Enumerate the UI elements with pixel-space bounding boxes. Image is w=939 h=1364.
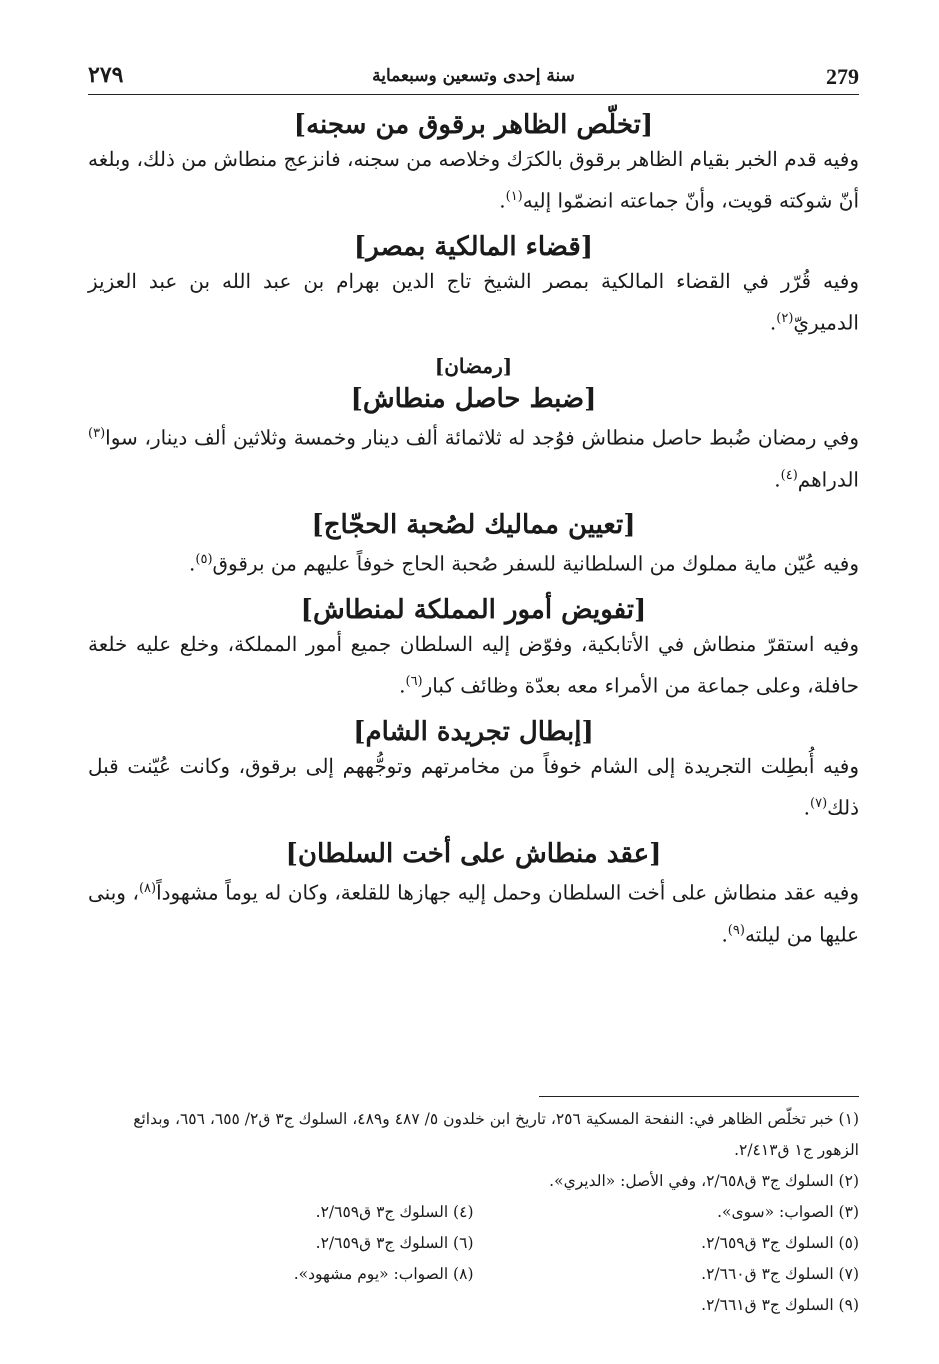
month-heading: [رمضان] <box>434 353 513 378</box>
section-heading: [ضبط حاصل منطاش] <box>350 383 597 414</box>
footnote-row <box>88 1228 859 1259</box>
footnote-6: (٦) السلوك ج٣ ق٢/٦٥٩. <box>315 1234 474 1252</box>
section-heading: [قضاء المالكية بمصر] <box>353 231 594 262</box>
section-ramadan <box>88 354 859 378</box>
section-mintash-assets <box>88 384 859 499</box>
footnote-ref: (١) <box>505 189 523 205</box>
section-paragraph: وفي رمضان ضُبط حاصل منطاش فوُجد له ثلاثمائة ألف دينار وخمسة وثلاثين ألف دينار، سوا$^{(٣)}$ الدراهم$^{(٤)}$. <box>88 425 859 492</box>
section-kingdom-delegation <box>88 595 859 705</box>
section-heading: [إبطال تجريدة الشام] <box>353 716 594 747</box>
section-heading: [تخلّص الظاهر برقوق من سجنه] <box>293 110 654 140</box>
footnote-separator <box>539 1096 859 1097</box>
section-paragraph: وفيه قُرّر في القضاء المالكية بمصر الشيخ تاج الدين بهرام بن عبد الله بن عبد العزيز الدميريّ$^{(٢)}$. <box>88 269 859 335</box>
footnote-1: (١) خبر تخلّص الظاهر في: النفحة المسكية ٢٥٦، تاريخ ابن خلدون ٥/ ٤٨٧ و٤٨٩، السلوك ج٣ ق٢/ ٦٥٥، ٦٥٦، وبدائع الزهور ج١ ق٢/٤١٣. <box>133 1110 859 1159</box>
footnote-row <box>88 1259 859 1290</box>
footnotes <box>88 1104 859 1321</box>
section-heading: [عقد منطاش على أخت السلطان] <box>285 838 662 869</box>
section-heading: [تفويض أمور المملكة لمنطاش] <box>300 595 647 626</box>
footnote-ref: (٥) <box>195 552 213 568</box>
footnote-8: (٨) الصواب: «يوم مشهود». <box>293 1265 474 1283</box>
footnote-ref: (٨) <box>138 880 157 896</box>
footnote-ref: (٤) <box>780 467 798 483</box>
section-marriage <box>88 839 859 954</box>
section-paragraph: وفيه استقرّ منطاش في الأتابكية، وفوّض إليه السلطان جميع أمور المملكة، وخلع عليه خلعة حافلة، وعلى جماعة من الأمراء معه بعدّة وظائف كبار$^{(٦)}$. <box>88 632 860 698</box>
section-heading: [تعيين مماليك لصُحبة الحجّاج] <box>311 510 636 541</box>
footnote-row <box>88 1197 859 1228</box>
section-paragraph: وفيه عقد منطاش على أخت السلطان وحمل إليه جهازها للقلعة، وكان له يوماً مشهوداً$^{(٨)}$، وبنى عليها من ليلته$^{(٩)}$. <box>88 880 859 947</box>
page-number-arabic: ٢٧٩ <box>88 62 124 88</box>
footnote-ref: (٢) <box>776 311 794 327</box>
page-number-latin: 279 <box>826 64 859 89</box>
footnote-4: (٤) السلوك ج٣ ق٢/٦٥٩. <box>315 1203 474 1221</box>
footnote-7: (٧) السلوك ج٣ ق٢/٦٦٠. <box>701 1265 859 1283</box>
section-paragraph: وفيه قدم الخبر بقيام الظاهر برقوق بالكرَك وخلاصه من سجنه، فانزعج منطاش من ذلك، وبلغه أنّ شوكته قويت، وأنّ جماعته انضمّوا إليه$^{(١)}$. <box>87 147 859 213</box>
footnote-ref: (٣) <box>88 425 106 441</box>
footnote-2: (٢) السلوك ج٣ ق٢/٦٥٨، وفي الأصل: «الديري». <box>549 1172 859 1190</box>
section-zahir-escape <box>88 110 859 220</box>
footnote-9: (٩) السلوك ج٣ ق٢/٦٦١. <box>701 1296 859 1314</box>
footnote-ref: (٦) <box>405 674 423 690</box>
page-header <box>88 60 859 95</box>
section-maliki-judgeship <box>88 232 859 342</box>
main-text <box>88 110 859 965</box>
section-pilgrim-escort <box>88 510 859 583</box>
section-sham-expedition <box>88 717 859 827</box>
footnote-ref: (٩) <box>727 922 745 938</box>
section-paragraph: وفيه أُبطِلت التجريدة إلى الشام خوفاً من مخامرتهم وتوجُّههم إلى برقوق، وكانت عُيّنت قبل ذلك$^{(٧)}$. <box>88 754 859 820</box>
footnote-5: (٥) السلوك ج٣ ق٢/٦٥٩. <box>701 1234 859 1252</box>
running-title: سنة إحدى وتسعين وسبعماية <box>372 66 575 86</box>
section-paragraph: وفيه عُيّن ماية مملوك من السلطانية للسفر صُحبة الحاج خوفاً عليهم من برقوق$^{(٥)}$. <box>189 552 859 577</box>
footnote-3: (٣) الصواب: «سوى». <box>717 1203 859 1221</box>
footnote-ref: (٧) <box>810 796 828 812</box>
